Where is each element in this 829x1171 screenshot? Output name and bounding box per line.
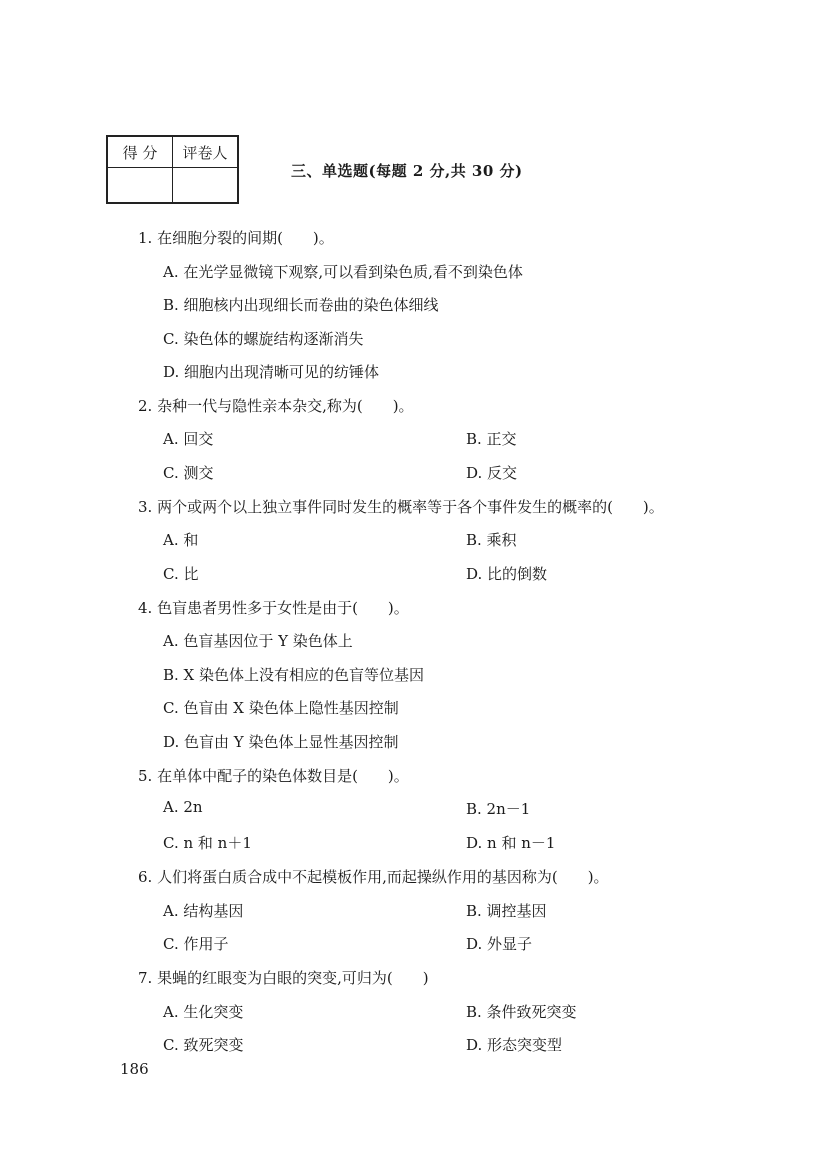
question-2: 2. 杂种一代与隐性亲本杂交,称为( )。 [138,397,414,415]
option-3d: D. 比的倒数 [466,565,548,583]
option-1a: A. 在光学显微镜下观察,可以看到染色质,看不到染色体 [163,263,523,281]
option-3a: A. 和 [163,531,199,549]
grader-header: 评卷人 [173,136,239,168]
option-5d: D. n 和 n－1 [466,834,556,852]
option-6c: C. 作用子 [163,935,229,953]
grader-cell [173,168,239,204]
option-5a: A. 2n [163,798,203,816]
option-6b: B. 调控基因 [466,902,547,920]
question-5: 5. 在单体中配子的染色体数目是( )。 [138,767,409,785]
option-6a: A. 结构基因 [163,902,244,920]
question-1: 1. 在细胞分裂的间期( )。 [138,229,334,247]
option-4d: D. 色盲由 Y 染色体上显性基因控制 [163,733,399,751]
option-3b: B. 乘积 [466,531,517,549]
option-4a: A. 色盲基因位于 Y 染色体上 [163,632,353,650]
option-7d: D. 形态突变型 [466,1036,563,1054]
question-4: 4. 色盲患者男性多于女性是由于( )。 [138,599,409,617]
score-header: 得 分 [107,136,173,168]
score-box [106,135,239,204]
option-3c: C. 比 [163,565,199,583]
option-5b: B. 2n－1 [466,800,531,818]
option-1b: B. 细胞核内出现细长而卷曲的染色体细线 [163,296,439,314]
option-2c: C. 测交 [163,464,214,482]
option-7b: B. 条件致死突变 [466,1003,577,1021]
option-1c: C. 染色体的螺旋结构逐渐消失 [163,330,364,348]
option-7a: A. 生化突变 [163,1003,244,1021]
option-2a: A. 回交 [163,430,214,448]
question-3: 3. 两个或两个以上独立事件同时发生的概率等于各个事件发生的概率的( )。 [138,498,664,516]
section-title: 三、单选题(每题 2 分,共 30 分) [291,162,523,180]
option-2b: B. 正交 [466,430,517,448]
option-5c: C. n 和 n＋1 [163,834,252,852]
option-6d: D. 外显子 [466,935,533,953]
question-7: 7. 果蝇的红眼变为白眼的突变,可归为( ) [138,969,429,987]
option-4b: B. X 染色体上没有相应的色盲等位基因 [163,666,425,684]
page-number: 186 [120,1060,149,1078]
option-7c: C. 致死突变 [163,1036,244,1054]
option-2d: D. 反交 [466,464,518,482]
score-cell [107,168,173,204]
option-4c: C. 色盲由 X 染色体上隐性基因控制 [163,699,399,717]
question-6: 6. 人们将蛋白质合成中不起模板作用,而起操纵作用的基因称为( )。 [138,868,609,886]
option-1d: D. 细胞内出现清晰可见的纺锤体 [163,363,380,381]
